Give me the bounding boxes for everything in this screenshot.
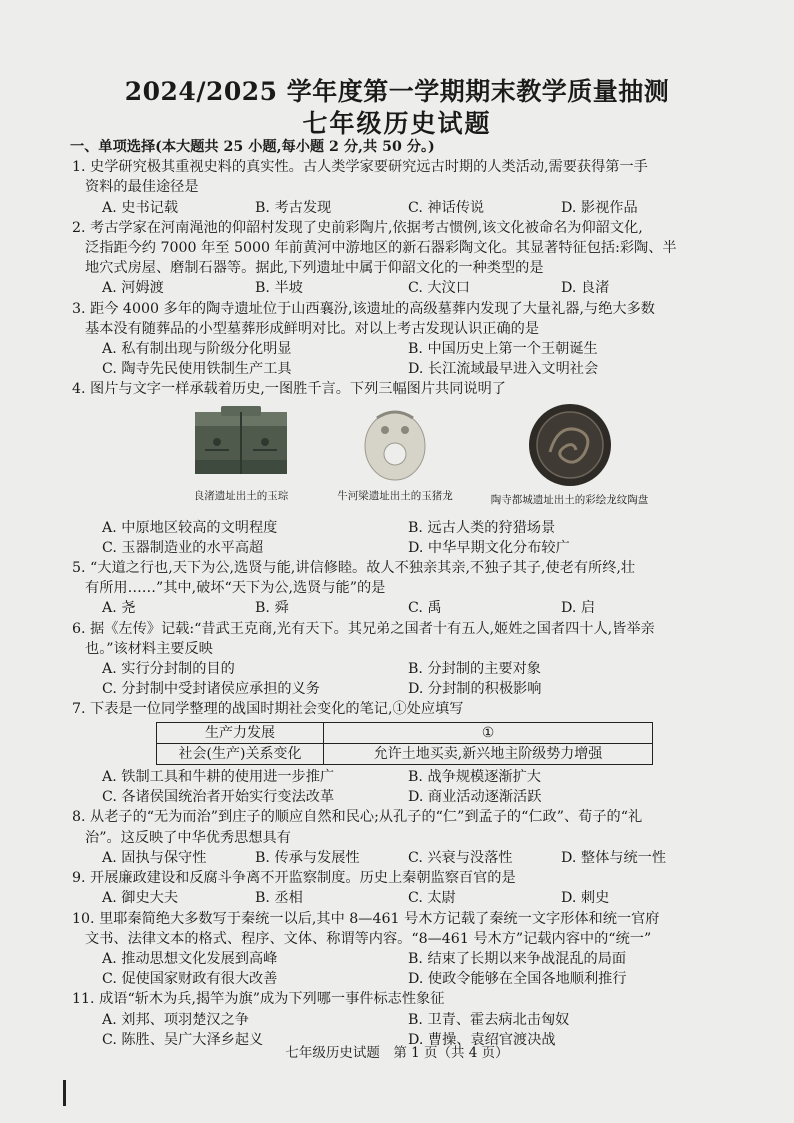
figure-dragon-plate [482,402,657,507]
option-c: C. 各诸侯国统治者开始实行变法改革 [102,789,335,806]
question-stem: 3. 距今 4000 多年的陶寺遗址位于山西襄汾,该遗址的高级墓葬内发现了大量礼器,与绝大多数 [72,300,655,317]
option-a: A. 推动思想文化发展到高峰 [102,950,278,967]
options [72,767,714,787]
options [72,659,714,679]
question-stem: 8. 从老子的“无为而治”到庄子的顺应自然和民心;从孔子的“仁”到孟子的“仁政”、荀子的“礼 [72,809,643,826]
options [72,598,714,618]
question-stem: 2. 考古学家在河南渑池的仰韶村发现了史前彩陶片,依据考古惯例,该文化被命名为仰韶文化, [72,219,643,236]
table-cell: ① [324,722,653,743]
option-d: D. 曹操、袁绍官渡决战 [408,1031,556,1048]
option-b: B. 分封制的主要对象 [408,661,541,678]
option-d: D. 启 [561,600,596,617]
option-d: D. 商业活动逐渐活跃 [408,789,542,806]
margin-mark [63,1080,66,1106]
figure-caption: 牛河梁遗址出土的玉猪龙 [337,489,453,502]
page-footer: 七年级历史试题 第 1 页（共 4 页） [285,1045,509,1061]
question-5 [72,558,714,619]
figure-caption: 陶寺都城遗址出土的彩绘龙纹陶盘 [490,493,649,506]
option-a: A. 私有制出现与阶级分化明显 [102,341,292,358]
option-b: B. 战争规模逐渐扩大 [408,769,541,786]
option-a: A. 刘邦、项羽楚汉之争 [102,1011,249,1028]
option-c: C. 禹 [408,600,442,617]
jade-pig-dragon-image [355,402,435,484]
exam-title: 2024/2025 学年度第一学期期末教学质量抽测 [124,77,670,106]
question-stem: 7. 下表是一位同学整理的战国时期社会变化的笔记,①处应填写 [72,701,464,718]
question-stem: 1. 史学研究极其重视史料的真实性。古人类学家要研究远古时期的人类活动,需要获得第一手 [72,159,648,176]
option-c: C. 兴衰与没落性 [408,849,513,866]
question-10 [72,909,714,990]
question-8 [72,807,714,868]
question-stem: 9. 开展廉政建设和反腐斗争离不开监察制度。历史上秦朝监察百官的是 [72,870,516,887]
figure-jade-cong [176,402,306,503]
option-d: D. 刺史 [561,890,610,907]
questions-area [72,137,714,1050]
question-stem: 6. 据《左传》记载:“昔武王克商,光有天下。其兄弟之国者十有五人,姬姓之国者四十人,皆举亲 [72,620,655,637]
option-b: B. 中国历史上第一个王朝诞生 [408,341,598,358]
options [72,339,714,359]
table-row [157,722,653,743]
question-stem-cont: 资料的最佳途径是 [85,179,199,196]
figure-caption: 良渚遗址出土的玉琮 [193,489,289,502]
question-stem-cont: 基本没有随葬品的小型墓葬形成鲜明对比。对以上考古发现认识正确的是 [85,320,540,337]
question-1 [72,157,714,218]
option-b: B. 舜 [255,600,289,617]
question-stem: 11. 成语“斩木为兵,揭竿为旗”成为下列哪一事件标志性象征 [72,991,445,1008]
options [72,949,714,969]
option-c: C. 分封制中受封诸侯应承担的义务 [102,681,320,698]
figure-row [72,402,714,518]
notes-table [156,722,653,765]
question-stem-cont: 文书、法律文本的格式、程序、文体、称谓等内容。“8—461 号木方”记载内容中的“统一” [85,930,652,947]
exam-subtitle: 七年级历史试题 [302,109,492,138]
question-stem-cont: 泛指距今约 7000 年至 5000 年前黄河中游地区的新石器彩陶文化。其显著特征包括:彩陶、半 [85,240,677,257]
options [72,787,714,807]
options [72,518,714,538]
options [72,969,714,989]
option-a: A. 实行分封制的目的 [102,661,235,678]
question-9 [72,868,714,908]
option-a: A. 尧 [102,600,136,617]
option-d: D. 长江流域最早进入文明社会 [408,361,599,378]
options [72,278,714,298]
figure-jade-pig-dragon [320,402,470,503]
question-4 [72,379,714,558]
options [72,359,714,379]
question-2 [72,218,714,299]
jade-cong-image [181,402,301,484]
option-c: C. 太尉 [408,890,456,907]
option-d: D. 良渚 [561,280,610,297]
option-b: B. 丞相 [255,890,303,907]
question-stem-cont: 也。”该材料主要反映 [85,640,213,657]
option-a: A. 史书记载 [102,199,179,216]
question-stem-cont: 有所用……”其中,破坏“天下为公,选贤与能”的是 [85,580,386,597]
table-cell: 允许土地买卖,新兴地主阶级势力增强 [324,743,653,764]
question-7 [72,699,714,807]
options [72,888,714,908]
painted-dragon-plate-image [522,402,618,488]
option-a: A. 固执与保守性 [102,849,207,866]
option-d: D. 使政令能够在全国各地顺利推行 [408,971,627,988]
options [72,848,714,868]
option-b: B. 考古发现 [255,199,332,216]
option-b: B. 传承与发展性 [255,849,360,866]
question-stem-cont: 治”。这反映了中华优秀思想具有 [85,829,291,846]
table-cell: 社会(生产)关系变化 [157,743,324,764]
question-stem-cont: 地穴式房屋、磨制石器等。据此,下列遗址中属于仰韶文化的一种类型的是 [85,260,544,277]
option-c: C. 陈胜、吴广大泽乡起义 [102,1031,264,1048]
option-d: D. 中华早期文化分布较广 [408,539,570,556]
option-c: C. 促使国家财政有很大改善 [102,971,278,988]
table-cell: 生产力发展 [157,722,324,743]
option-c: C. 陶寺先民使用铁制生产工具 [102,361,292,378]
options [72,198,714,218]
option-b: B. 卫青、霍去病北击匈奴 [408,1011,570,1028]
option-c: C. 大汶口 [408,280,470,297]
option-c: C. 玉器制造业的水平高超 [102,539,264,556]
option-d: D. 整体与统一性 [561,849,667,866]
section-heading: 一、单项选择(本大题共 25 小题,每小题 2 分,共 50 分。) [70,139,435,155]
option-b: B. 远古人类的狩猎场景 [408,519,556,536]
options [72,679,714,699]
option-c: C. 神话传说 [408,199,485,216]
option-a: A. 御史大夫 [102,890,179,907]
option-a: A. 中原地区较高的文明程度 [102,519,278,536]
question-6 [72,619,714,700]
question-stem: 5. “大道之行也,天下为公,选贤与能,讲信修睦。故人不独亲其亲,不独子其子,使老有所终,壮 [72,560,636,577]
option-d: D. 影视作品 [561,199,638,216]
question-3 [72,299,714,380]
options [72,1010,714,1030]
option-a: A. 铁制工具和牛耕的使用进一步推广 [102,769,335,786]
options [72,538,714,558]
question-stem: 4. 图片与文字一样承载着历史,一图胜千言。下列三幅图片共同说明了 [72,381,506,398]
table-row [157,743,653,764]
option-a: A. 河姆渡 [102,280,164,297]
option-b: B. 半坡 [255,280,303,297]
question-stem: 10. 里耶秦简绝大多数写于秦统一以后,其中 8—461 号木方记载了秦统一文字形体和统一官府 [72,910,660,927]
option-b: B. 结束了长期以来争战混乱的局面 [408,950,627,967]
option-d: D. 分封制的积极影响 [408,681,542,698]
